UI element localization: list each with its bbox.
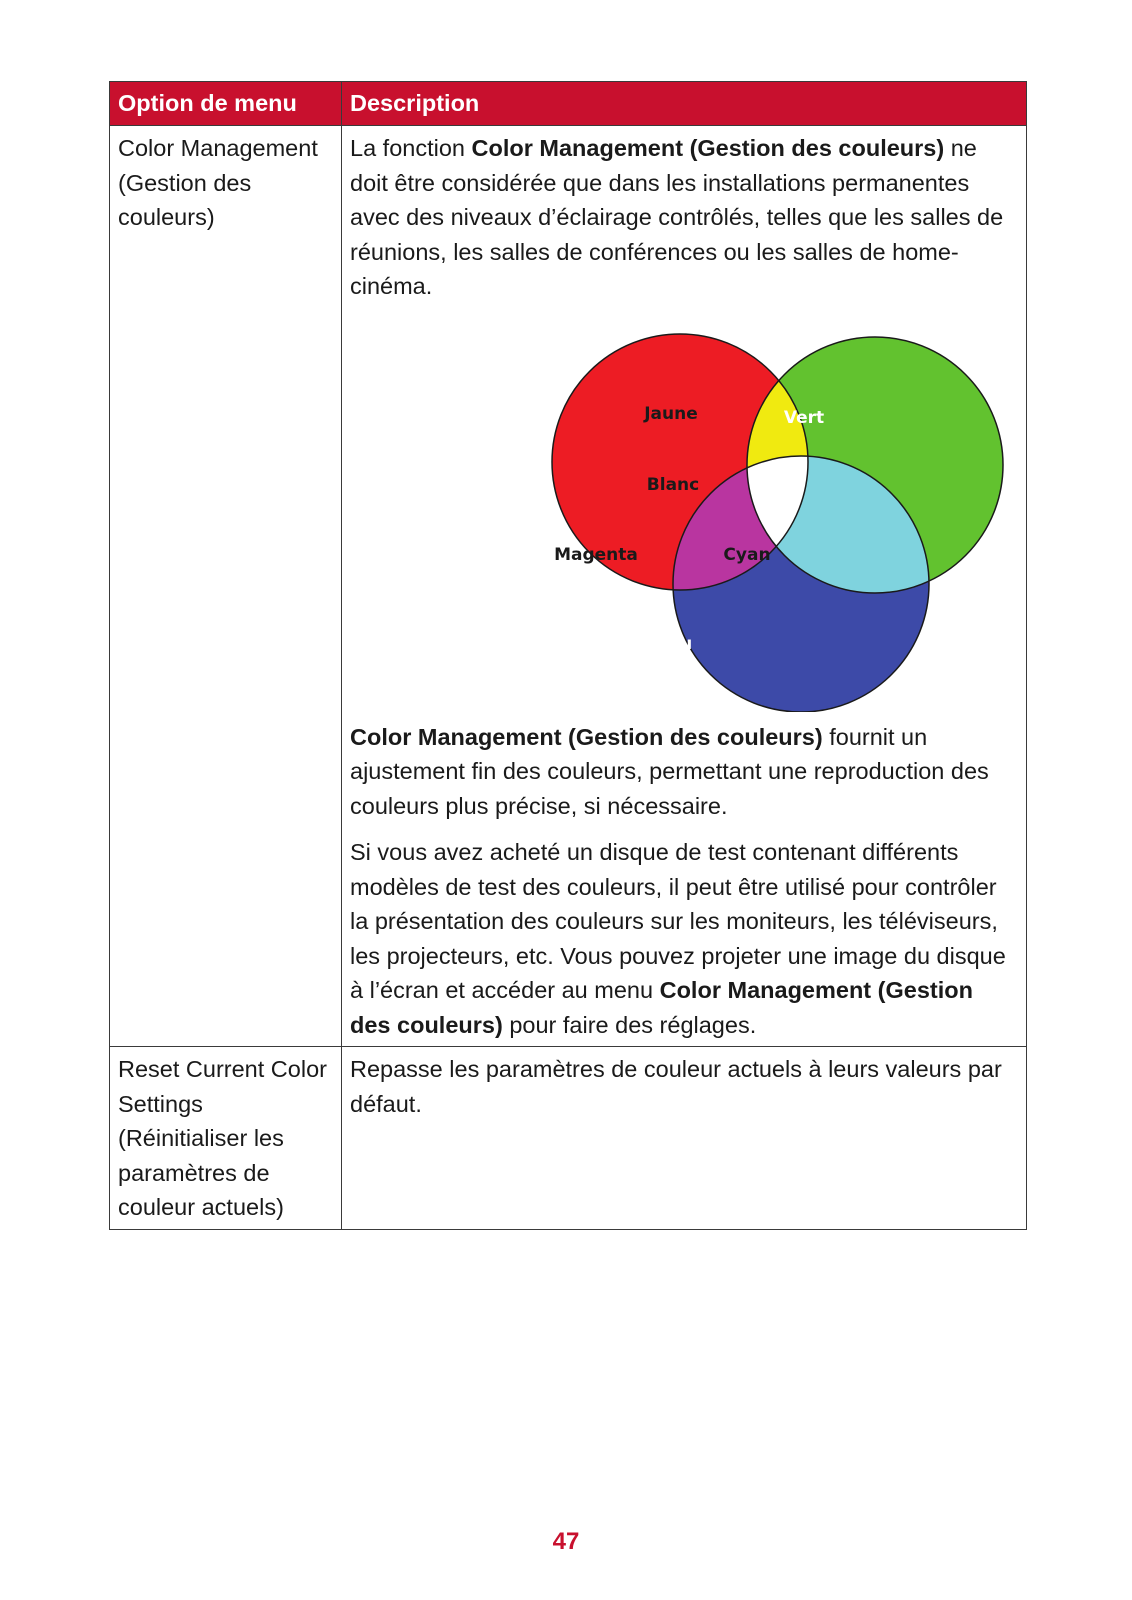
- header-option: Option de menu: [110, 82, 342, 126]
- description-paragraph: [350, 835, 1018, 1042]
- text-run: Si vous avez acheté un disque de test contenant différents modèles de test des couleurs, il peut être utilisé pour contrôler la présentation des couleurs sur les moniteurs, les téléviseurs, les projecteurs, etc. Vous pouvez projeter une image du disque à l’écran et accéder au menu: [350, 839, 1006, 1003]
- label-white: Blanc: [646, 474, 700, 495]
- text-run: fournit un ajustement fin des couleurs, permettant une reproduction des couleurs plus précise, si nécessaire.: [350, 723, 989, 819]
- text-run: pour faire des réglages.: [502, 1011, 757, 1038]
- option-color-management: Color Management (Gestion des couleurs): [110, 126, 342, 1047]
- menu-options-table: [109, 81, 1027, 1230]
- text-run: La fonction: [350, 135, 472, 161]
- description-paragraph: [350, 131, 1018, 304]
- rgb-venn-diagram: [350, 314, 1018, 712]
- bold-term: Color Management (Gestion des couleurs): [350, 723, 823, 750]
- table-row: [110, 1047, 1027, 1230]
- label-red: Rouge: [503, 411, 557, 430]
- description-cell: Repasse les paramètres de couleur actuels à leurs valeurs par défaut.: [342, 1047, 1027, 1230]
- page-number: 47: [552, 1528, 580, 1555]
- venn-svg: [350, 314, 1010, 712]
- label-yellow: Jaune: [644, 403, 698, 424]
- label-green: Vert: [783, 407, 825, 428]
- table-header-row: [110, 82, 1027, 126]
- description-paragraph: [350, 720, 1018, 824]
- label-blue: Bleu: [649, 633, 693, 654]
- bold-term: Color Management (Gestion des couleurs): [350, 977, 973, 1038]
- label-magenta: Magenta: [554, 544, 638, 565]
- text-run: ne doit être considérée que dans les installations permanentes avec des niveaux d’éclairage contrôlés, telles que les salles de réunions, les salles de conférences ou les salles de home-cinéma.: [350, 135, 1004, 299]
- header-description: Description: [342, 82, 1027, 126]
- bold-term: Color Management (Gestion des couleurs): [471, 135, 945, 161]
- option-reset-color: Reset Current Color Settings (Réinitialiser les paramètres de couleur actuels): [110, 1047, 342, 1230]
- table-row: [110, 126, 1027, 1047]
- description-cell: [342, 126, 1027, 1047]
- label-cyan: Cyan: [723, 544, 771, 565]
